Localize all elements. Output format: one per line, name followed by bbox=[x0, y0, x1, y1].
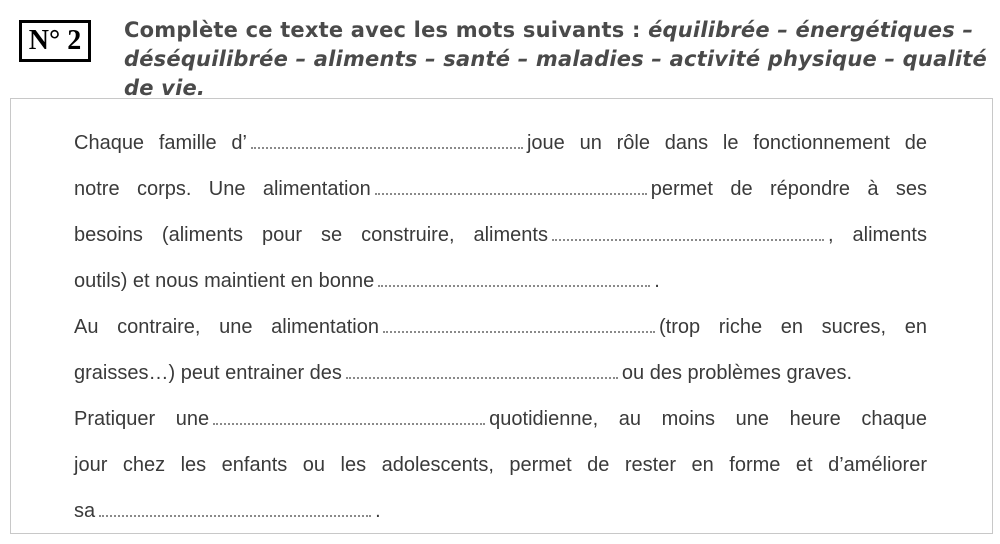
blank-3[interactable] bbox=[552, 239, 824, 241]
text-segment: outils) et nous maintient en bonne bbox=[74, 270, 375, 292]
text-line-5 bbox=[74, 304, 927, 350]
exercise-number-badge: N° 2 bbox=[19, 20, 91, 62]
blank-4[interactable] bbox=[378, 285, 650, 287]
text-line-4 bbox=[74, 258, 927, 304]
instruction bbox=[124, 16, 994, 103]
text-segment: Pratiquer une bbox=[74, 408, 210, 430]
fill-in-text bbox=[74, 120, 927, 534]
blank-2[interactable] bbox=[375, 193, 647, 195]
blank-5[interactable] bbox=[383, 331, 655, 333]
word-list-line-1: équilibrée – énergétiques – bbox=[648, 18, 974, 42]
text-segment: . bbox=[375, 500, 381, 522]
text-segment: sa bbox=[74, 500, 96, 522]
text-line-6 bbox=[74, 350, 927, 396]
text-segment: , aliments bbox=[827, 224, 927, 246]
text-segment: graisses…) peut entrainer des bbox=[74, 362, 342, 384]
blank-8[interactable] bbox=[99, 515, 371, 517]
text-line-1 bbox=[74, 120, 927, 166]
text-segment: . bbox=[654, 270, 660, 292]
text-segment: quotidienne, au moins une heure chaque bbox=[489, 408, 928, 430]
text-line-7 bbox=[74, 396, 927, 442]
text-segment: (trop riche en sucres, en bbox=[658, 316, 927, 338]
instruction-lead: Complète ce texte avec les mots suivants : bbox=[124, 18, 649, 42]
text-segment: joue un rôle dans le fonctionnement de bbox=[526, 132, 928, 154]
text-segment: Au contraire, une alimentation bbox=[74, 316, 379, 338]
text-line-8 bbox=[74, 442, 927, 488]
blank-6[interactable] bbox=[346, 377, 618, 379]
text-segment: Chaque famille d’ bbox=[74, 132, 247, 154]
text-segment: ou des problèmes graves. bbox=[621, 362, 853, 384]
text-line-9 bbox=[74, 488, 927, 534]
word-list-line-2: déséquilibrée – aliments – santé – maladies – activité physique – qualité de vie. bbox=[124, 47, 987, 100]
text-segment: jour chez les enfants ou les adolescents, permet de rester en forme et d’améliorer bbox=[74, 454, 927, 476]
text-segment: permet de répondre à ses bbox=[650, 178, 927, 200]
blank-7[interactable] bbox=[213, 423, 485, 425]
text-line-3 bbox=[74, 212, 927, 258]
text-line-2 bbox=[74, 166, 927, 212]
text-segment: besoins (aliments pour se construire, aliments bbox=[74, 224, 548, 246]
blank-1[interactable] bbox=[251, 147, 523, 149]
text-segment: notre corps. Une alimentation bbox=[74, 178, 371, 200]
